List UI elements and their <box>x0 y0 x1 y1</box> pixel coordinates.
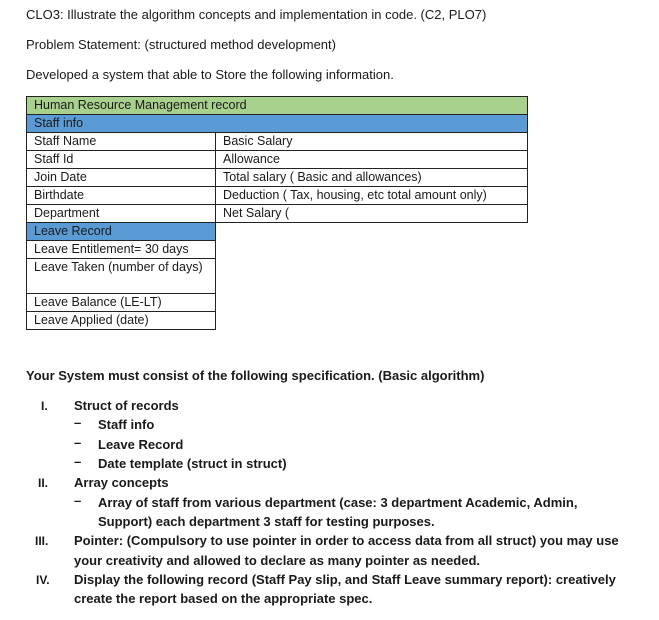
dash-bullet: – <box>74 415 82 430</box>
salary-cell: Basic Salary <box>216 133 528 151</box>
roman-numeral: III. <box>35 534 49 548</box>
spec-item: Display the following record (Staff Pay slip, and Staff Leave summary report): creatively <box>74 572 616 587</box>
staff-cell: Staff Name <box>27 133 216 151</box>
salary-cell: Allowance <box>216 151 528 169</box>
leave-cell: Leave Balance (LE-LT) <box>27 294 216 312</box>
problem-statement: Problem Statement: (structured method development) <box>26 37 336 52</box>
staff-cell: Birthdate <box>27 187 216 205</box>
staff-cell: Staff Id <box>27 151 216 169</box>
table-title: Human Resource Management record <box>27 97 528 115</box>
staff-cell: Department <box>27 205 216 223</box>
sub-item: Staff info <box>98 417 155 432</box>
roman-numeral: II. <box>38 476 49 490</box>
spec-item: your creativity and allowed to declare as many pointer as needed. <box>74 553 481 568</box>
spec-item: create the report based on the appropriate spec. <box>74 591 373 606</box>
leave-cell: Leave Taken (number of days) <box>27 259 216 294</box>
staff-cell: Join Date <box>27 169 216 187</box>
roman-numeral: IV. <box>36 573 50 587</box>
leave-record-header: Leave Record <box>27 223 216 241</box>
leave-cell: Leave Applied (date) <box>27 312 216 330</box>
hr-record-table <box>26 96 528 330</box>
clo-line: CLO3: Illustrate the algorithm concepts and implementation in code. (C2, PLO7) <box>26 7 487 22</box>
spec-item: Array concepts <box>74 475 169 490</box>
sub-item: Date template (struct in struct) <box>98 456 287 471</box>
sub-item: Support) each department 3 staff for testing purposes. <box>98 514 435 529</box>
salary-cell: Net Salary ( <box>216 205 528 223</box>
dash-bullet: – <box>74 435 82 450</box>
sub-item: Leave Record <box>98 437 184 452</box>
salary-cell: Total salary ( Basic and allowances) <box>216 169 528 187</box>
developed-line: Developed a system that able to Store the following information. <box>26 67 394 82</box>
dash-bullet: – <box>74 493 82 508</box>
dash-bullet: – <box>74 454 82 469</box>
spec-item: Struct of records <box>74 398 179 413</box>
leave-cell: Leave Entitlement= 30 days <box>27 241 216 259</box>
staff-info-header: Staff info <box>27 115 528 133</box>
roman-numeral: I. <box>41 399 48 413</box>
salary-cell: Deduction ( Tax, housing, etc total amount only) <box>216 187 528 205</box>
spec-item: Pointer: (Compulsory to use pointer in order to access data from all struct) you may use <box>74 533 619 548</box>
sub-item: Array of staff from various department (case: 3 department Academic, Admin, <box>98 495 578 510</box>
spec-heading: Your System must consist of the following specification. (Basic algorithm) <box>26 368 485 383</box>
